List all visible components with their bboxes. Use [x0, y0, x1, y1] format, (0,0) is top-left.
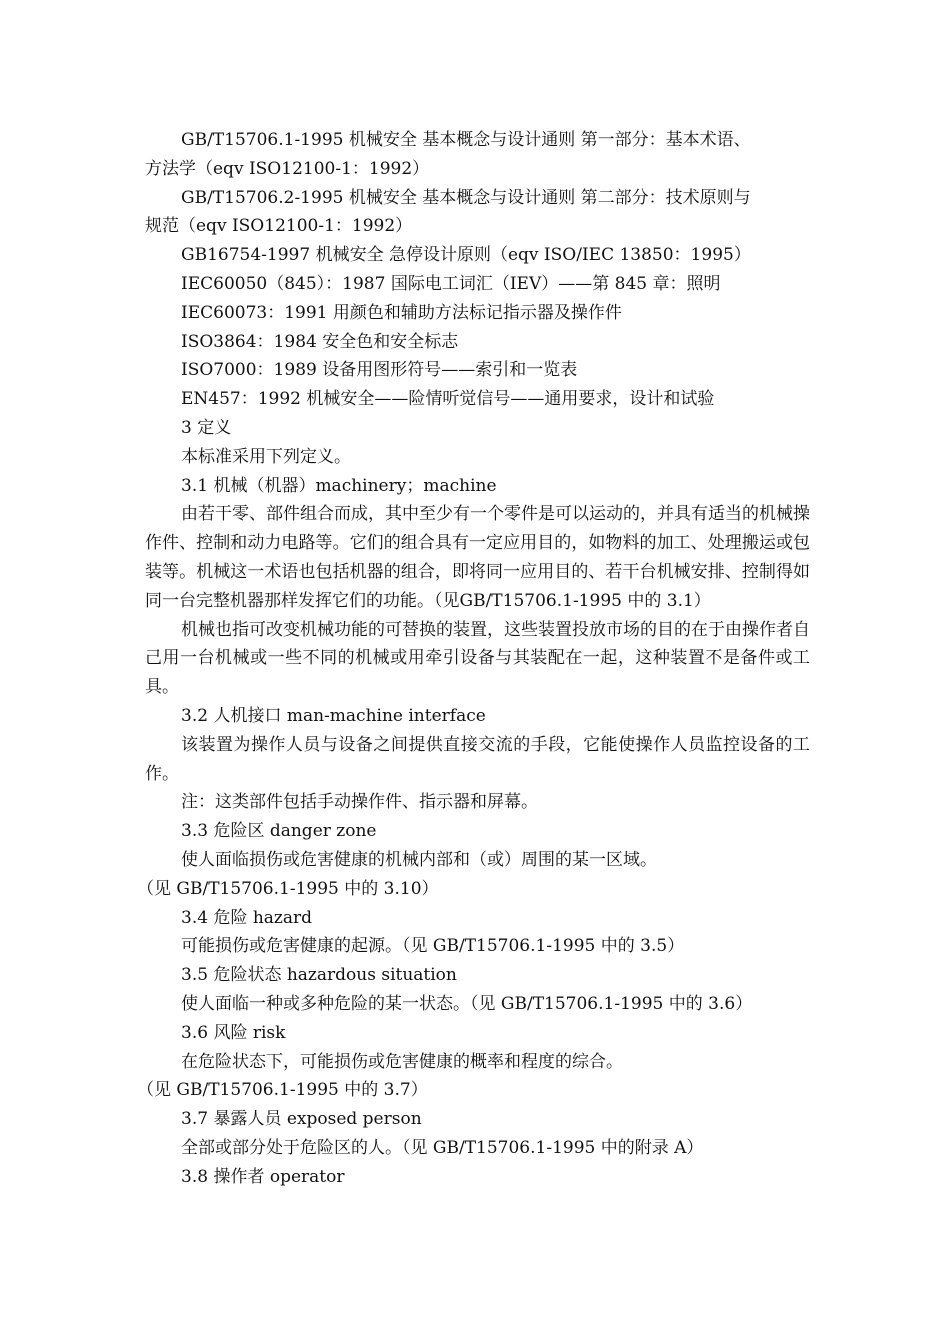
definition-3-4-title: 3.4 危险 hazard — [181, 907, 313, 928]
reference-8: EN457：1992 机械安全——险情听觉信号——通用要求，设计和试验 — [181, 389, 715, 410]
reference-4: IEC60050（845）：1987 国际电工词汇（IEV）——第 845 章：照明 — [181, 273, 721, 294]
definition-3-1-paragraph-2: 机械也指可改变机械功能的可替换的装置，这些装置投放市场的目的在于由操作者自己用一台机械或一些不同的机械或用牵引设备与其装配在一起，这种装置不是备件或工具。 — [145, 619, 810, 698]
definition-3-3-title: 3.3 危险区 danger zone — [181, 821, 377, 842]
reference-2-line-2: 规范（eqv ISO12100-1：1992） — [145, 216, 413, 237]
definition-3-2-note: 注：这类部件包括手动操作件、指示器和屏幕。 — [181, 792, 538, 813]
reference-2-line-1: GB/T15706.2-1995 机械安全 基本概念与设计通则 第二部分：技术原则与 — [181, 187, 751, 208]
definition-3-3-reference: （见 GB/T15706.1-1995 中的 3.10） — [137, 878, 439, 899]
section-intro: 本标准采用下列定义。 — [181, 446, 351, 467]
definition-3-3-paragraph: 使人面临损伤或危害健康的机械内部和（或）周围的某一区域。 — [181, 849, 657, 870]
definition-3-2-title: 3.2 人机接口 man-machine interface — [181, 705, 486, 726]
definition-3-6-reference: （见 GB/T15706.1-1995 中的 3.7） — [137, 1080, 428, 1101]
definition-3-8-title: 3.8 操作者 operator — [181, 1166, 345, 1187]
definition-3-7-paragraph: 全部或部分处于危险区的人。（见 GB/T15706.1-1995 中的附录 A） — [181, 1137, 704, 1158]
reference-7: ISO7000：1989 设备用图形符号——索引和一览表 — [181, 360, 578, 381]
definition-3-1-title: 3.1 机械（机器）machinery；machine — [181, 475, 497, 496]
definition-3-4-paragraph: 可能损伤或危害健康的起源。（见 GB/T15706.1-1995 中的 3.5） — [181, 936, 685, 957]
reference-3: GB16754-1997 机械安全 急停设计原则（eqv ISO/IEC 13850：1995） — [181, 245, 751, 266]
definition-3-1-paragraph-1: 由若干零、部件组合而成，其中至少有一个零件是可以运动的，并具有适当的机械操作件、控制和动力电路等。它们的组合具有一定应用目的，如物料的加工、处理搬运或包装等。机械这一术语也包括机器的组合，即将同一应用目的、若干台机械安排、控制得如同一台完整机器那样发挥它们的功能。（见GB/T15706.1-1995 中的 3.1） — [145, 504, 810, 611]
definition-3-6-paragraph: 在危险状态下，可能损伤或危害健康的概率和程度的综合。 — [181, 1051, 623, 1072]
definition-3-5-title: 3.5 危险状态 hazardous situation — [181, 965, 457, 986]
definition-3-2-paragraph: 该装置为操作人员与设备之间提供直接交流的手段，它能使操作人员监控设备的工作。 — [145, 734, 810, 784]
reference-1-line-1: GB/T15706.1-1995 机械安全 基本概念与设计通则 第一部分：基本术语、 — [181, 130, 751, 150]
definition-3-5-paragraph: 使人面临一种或多种危险的某一状态。（见 GB/T15706.1-1995 中的 3.6） — [181, 993, 753, 1014]
document-body — [137, 126, 810, 1191]
reference-6: ISO3864：1984 安全色和安全标志 — [181, 331, 459, 352]
reference-1-line-2: 方法学（eqv ISO12100-1：1992） — [145, 158, 430, 179]
reference-5: IEC60073：1991 用颜色和辅助方法标记指示器及操作件 — [181, 302, 622, 323]
section-heading: 3 定义 — [181, 417, 232, 438]
definition-3-7-title: 3.7 暴露人员 exposed person — [181, 1109, 422, 1130]
definition-3-6-title: 3.6 风险 risk — [181, 1022, 286, 1043]
